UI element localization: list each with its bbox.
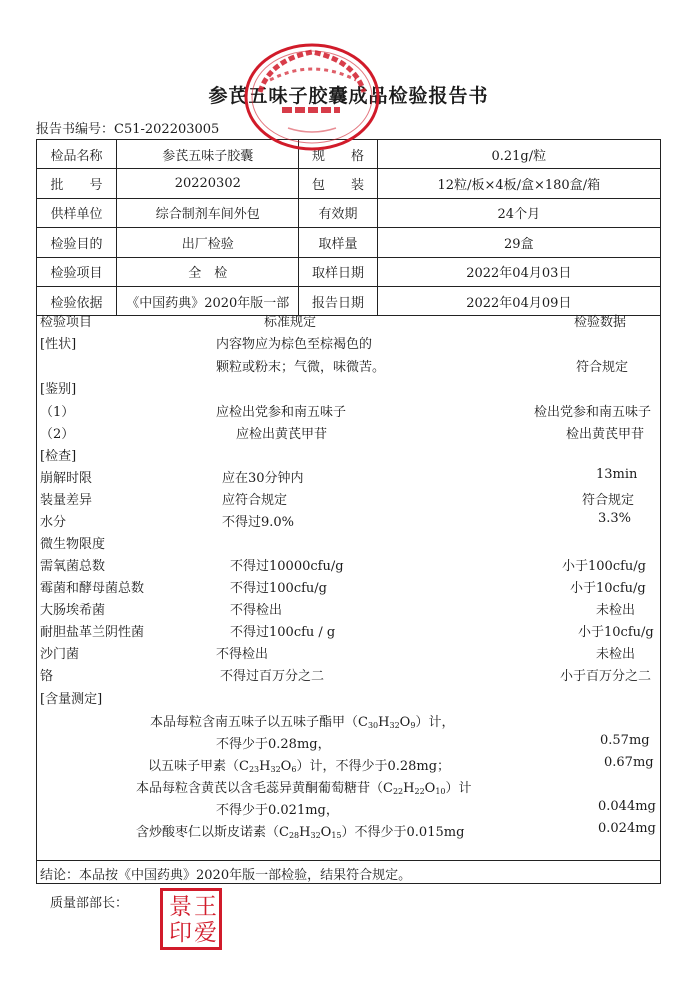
conclusion-divider xyxy=(36,860,661,861)
standard-text: 应检出黄芪甲苷 xyxy=(236,427,328,442)
data-value: 小于100cfu/g xyxy=(562,559,646,574)
label-cell: 取样日期 xyxy=(299,257,377,286)
label-cell: 检品名称 xyxy=(37,140,117,169)
value-cell: 《中国药典》2020年版一部 xyxy=(117,286,299,315)
item-label: （1） xyxy=(40,405,75,420)
page-title: 参芪五味子胶囊成品检验报告书 xyxy=(208,85,489,107)
section-hanliang: [含量测定] xyxy=(40,692,103,707)
data-value: 小于10cfu/g xyxy=(578,625,654,640)
value-cell: 0.21g/粒 xyxy=(377,140,660,169)
column-header-data: 检验数据 xyxy=(574,315,627,330)
results-box xyxy=(36,310,661,884)
standard-text: 不得过100cfu/g xyxy=(230,581,327,596)
data-value: 未检出 xyxy=(596,647,636,662)
value-cell: 出厂检验 xyxy=(117,228,299,257)
item-label: 需氧菌总数 xyxy=(40,559,106,574)
standard-text: 不得检出 xyxy=(230,603,283,618)
standard-text: 不得过10000cfu/g xyxy=(230,559,344,574)
data-value: 0.67mg xyxy=(604,755,654,770)
standard-text: 不得过9.0% xyxy=(222,515,295,530)
label-cell: 供样单位 xyxy=(37,198,117,227)
item-label: （2） xyxy=(40,427,75,442)
inspection-stamp xyxy=(240,40,385,158)
signature-label: 质量部部长： xyxy=(50,896,129,911)
header-row xyxy=(37,198,661,227)
section-jiancha: [检查] xyxy=(40,449,77,464)
header-info-table xyxy=(36,139,661,316)
data-value: 符合规定 xyxy=(582,493,635,508)
standard-text: 不得少于0.021mg， xyxy=(216,803,339,818)
item-label: 沙门菌 xyxy=(40,647,80,662)
data-value: 3.3% xyxy=(598,511,632,526)
label-cell: 检验项目 xyxy=(37,257,117,286)
label-cell: 批 号 xyxy=(37,169,117,198)
label-cell: 检验依据 xyxy=(37,286,117,315)
standard-text: 内容物应为棕色至棕褐色的 xyxy=(216,337,373,352)
label-cell: 规 格 xyxy=(299,140,377,169)
standard-text: 颗粒或粉末；气微，味微苦。 xyxy=(216,360,386,375)
item-label: 铬 xyxy=(40,669,54,684)
content-formula-line: 含炒酸枣仁以斯皮诺素$(C_{28}H_{32}O_{15})$不得少于0.015mg xyxy=(136,825,465,840)
standard-text: 不得检出 xyxy=(216,647,269,662)
report-number: 报告书编号：C51-202203005 xyxy=(36,122,220,137)
label-cell: 检验目的 xyxy=(37,228,117,257)
standard-text: 不得过100cfu / g xyxy=(230,625,336,640)
label-cell: 取样量 xyxy=(299,228,377,257)
header-row xyxy=(37,257,661,286)
value-cell: 29盒 xyxy=(377,228,660,257)
data-value: 小于10cfu/g xyxy=(570,581,646,596)
content-formula-line: 本品每粒含南五味子以五味子酯甲$(C_{30}H_{32}O_9)$计， xyxy=(150,715,455,730)
item-label: 霉菌和酵母菌总数 xyxy=(40,581,145,596)
standard-text: 应检出党参和南五味子 xyxy=(216,405,347,420)
standard-text: 应在30分钟内 xyxy=(222,471,304,486)
header-row xyxy=(37,228,661,257)
label-cell: 有效期 xyxy=(299,198,377,227)
value-cell: 全 检 xyxy=(117,257,299,286)
header-row xyxy=(37,169,661,198)
value-cell: 12粒/板×4板/盒×180盒/箱 xyxy=(377,169,660,198)
data-value: 检出黄芪甲苷 xyxy=(566,427,645,442)
data-value: 小于百万分之二 xyxy=(560,669,652,684)
value-cell: 参芪五味子胶囊 xyxy=(117,140,299,169)
data-value: 未检出 xyxy=(596,603,636,618)
item-label: 水分 xyxy=(40,515,67,530)
content-formula-line: 本品每粒含黄芪以含毛蕊异黄酮葡萄糖苷$(C_{22}H_{22}O_{10})$计 xyxy=(136,781,472,796)
item-label: 大肠埃希菌 xyxy=(40,603,106,618)
personal-seal: 景 王 印 爱 xyxy=(160,888,222,950)
content-formula-line: 以五味子甲素$(C_{23}H_{32}O_6)$计，不得少于0.28mg； xyxy=(148,759,451,774)
section-jianbie: [鉴别] xyxy=(40,382,77,397)
conclusion-text: 结论：本品按《中国药典》2020年版一部检验，结果符合规定。 xyxy=(40,868,412,883)
column-header-standard: 标准规定 xyxy=(264,315,317,330)
item-label: 微生物限度 xyxy=(40,537,106,552)
item-label: 崩解时限 xyxy=(40,471,93,486)
value-cell: 24个月 xyxy=(377,198,660,227)
value-cell: 20220302 xyxy=(117,169,299,198)
data-value: 检出党参和南五味子 xyxy=(534,405,652,420)
label-cell: 报告日期 xyxy=(299,286,377,315)
standard-text: 不得少于0.28mg， xyxy=(216,737,331,752)
value-cell: 综合制剂车间外包 xyxy=(117,198,299,227)
data-value: 符合规定 xyxy=(576,360,629,375)
item-label: 耐胆盐革兰阴性菌 xyxy=(40,625,145,640)
column-header-item: 检验项目 xyxy=(40,315,93,330)
data-value: 0.57mg xyxy=(600,733,650,748)
value-cell: 2022年04月03日 xyxy=(377,257,660,286)
data-value: 0.044mg xyxy=(598,799,656,814)
section-xingzhuang: [性状] xyxy=(40,337,77,352)
label-cell: 包 装 xyxy=(299,169,377,198)
item-label: 装量差异 xyxy=(40,493,93,508)
value-cell: 2022年04月09日 xyxy=(377,286,660,315)
standard-text: 应符合规定 xyxy=(222,493,288,508)
data-value: 0.024mg xyxy=(598,821,656,836)
data-value: 13min xyxy=(596,467,638,482)
standard-text: 不得过百万分之二 xyxy=(220,669,325,684)
